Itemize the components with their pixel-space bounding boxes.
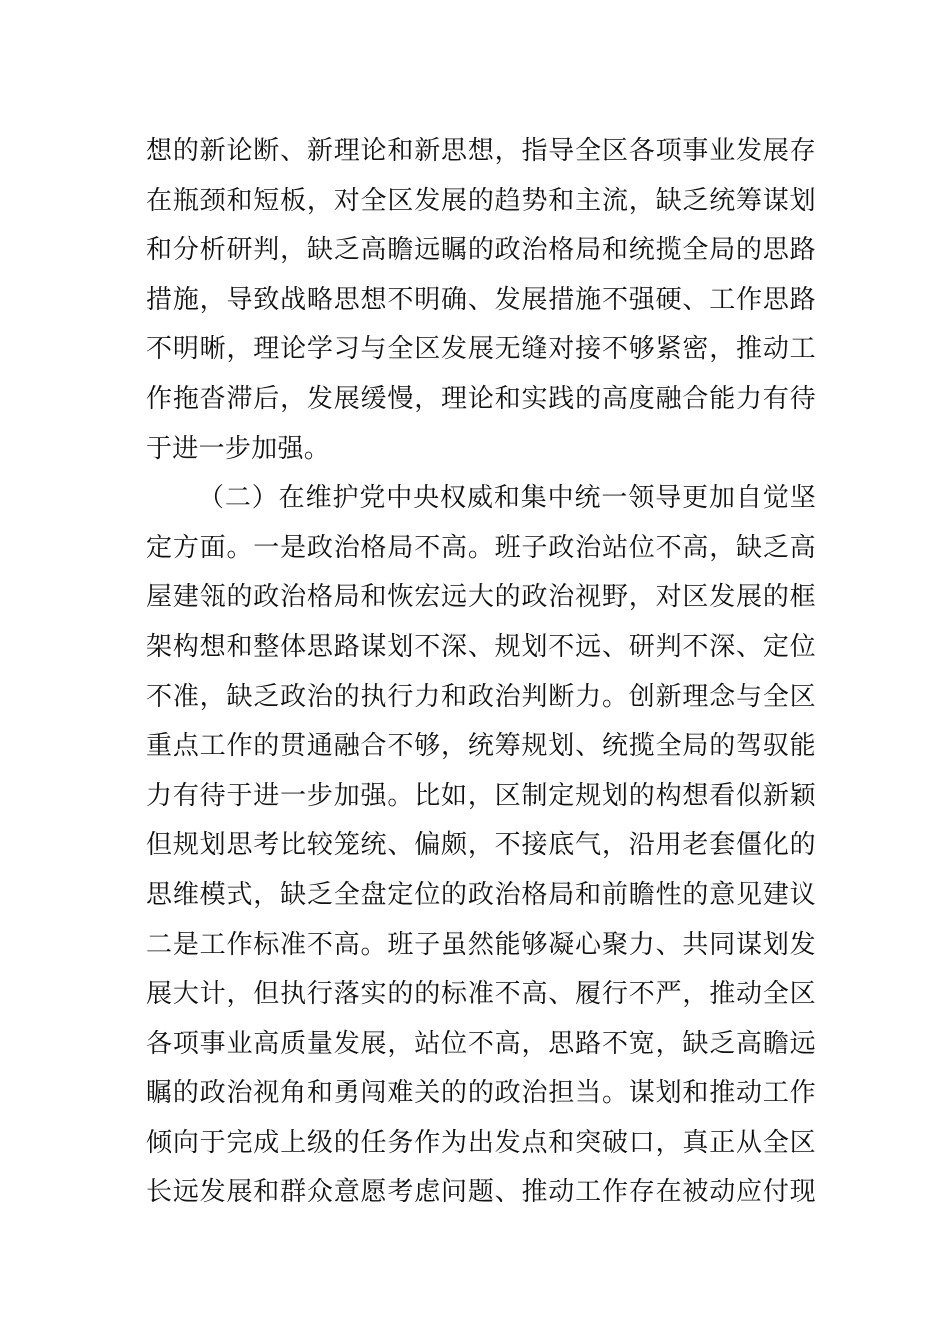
text-line: 重点工作的贯通融合不够，统筹规划、统揽全局的驾驭能 — [146, 731, 816, 762]
text-line: 不明晰，理论学习与全区发展无缝对接不够紧密，推动工 — [146, 334, 816, 365]
text-line: 倾向于完成上级的任务作为出发点和突破口，真正从全区 — [146, 1127, 816, 1158]
text-line: 思维模式，缺乏全盘定位的政治格局和前瞻性的意见建议 — [146, 879, 816, 910]
text-line: 二是工作标准不高。班子虽然能够凝心聚力、共同谋划发 — [146, 929, 816, 960]
text-line: 屋建瓴的政治格局和恢宏远大的政治视野，对区发展的框 — [146, 582, 816, 613]
text-line: 措施，导致战略思想不明确、发展措施不强硬、工作思路 — [146, 284, 816, 315]
text-line: 瞩的政治视角和勇闯难关的的政治担当。谋划和推动工作 — [146, 1078, 816, 1109]
text-line: 不准，缺乏政治的执行力和政治判断力。创新理念与全区 — [146, 681, 816, 712]
text-line: 作拖沓滞后，发展缓慢，理论和实践的高度融合能力有待 — [146, 383, 816, 414]
text-line: 想的新论断、新理论和新思想，指导全区各项事业发展存 — [146, 136, 816, 166]
text-line: 各项事业高质量发展，站位不高，思路不宽，缺乏高瞻远 — [146, 1028, 816, 1059]
text-line: 在瓶颈和短板，对全区发展的趋势和主流，缺乏统筹谋划 — [146, 185, 816, 216]
text-line: 但规划思考比较笼统、偏颇，不接底气，沿用老套僵化的 — [146, 830, 816, 861]
text-line: 展大计，但执行落实的的标准不高、履行不严，推动全区 — [146, 979, 816, 1010]
text-line: 架构想和整体思路谋划不深、规划不远、研判不深、定位 — [146, 631, 816, 662]
text-line: 长远发展和群众意愿考虑问题、推动工作存在被动应付现 — [146, 1177, 816, 1208]
text-line: 和分析研判，缺乏高瞻远瞩的政治格局和统揽全局的思路 — [146, 235, 816, 266]
text-line: 于进一步加强。 — [146, 433, 331, 464]
body-text — [146, 127, 816, 1218]
text-line: 力有待于进一步加强。比如，区制定规划的构想看似新颖 — [146, 780, 816, 811]
section-heading-line: （二）在维护党中央权威和集中统一领导更加自觉坚 — [198, 483, 816, 514]
text-line: 定方面。一是政治格局不高。班子政治站位不高，缺乏高 — [146, 532, 816, 563]
